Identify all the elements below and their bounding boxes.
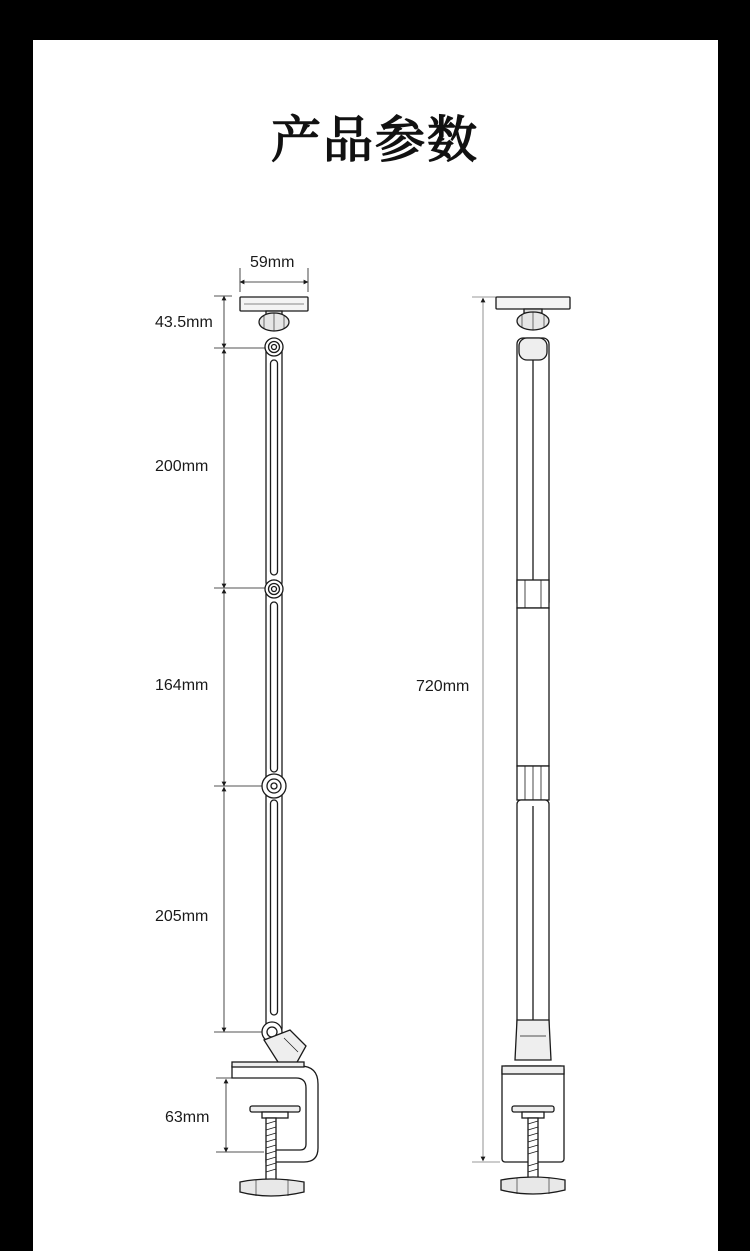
arm-segment-3 xyxy=(266,776,282,1036)
side-mount-plate xyxy=(496,297,570,309)
arm1-dimension xyxy=(214,351,270,588)
front-view xyxy=(214,268,318,1196)
dim-arm3: 205mm xyxy=(155,908,209,925)
page-title: 产品参数 xyxy=(271,111,479,169)
dim-arm1: 200mm xyxy=(155,458,209,475)
side-arm-middle xyxy=(517,608,549,766)
joint-2 xyxy=(265,580,283,598)
joint-1 xyxy=(265,338,283,356)
dim-head-height: 43.5mm xyxy=(155,314,213,331)
total-height-dimension xyxy=(472,297,500,1162)
arm-segment-1 xyxy=(266,340,282,590)
clamp-pad xyxy=(250,1106,300,1112)
clamp-screw xyxy=(266,1118,276,1180)
arm3-dimension xyxy=(214,789,264,1032)
side-clamp-knob xyxy=(501,1177,565,1194)
joint-3 xyxy=(262,774,286,798)
side-clamp-screw xyxy=(528,1118,538,1178)
side-view xyxy=(472,297,570,1194)
top-width-dimension xyxy=(240,268,308,292)
clamp-knob xyxy=(240,1179,304,1196)
dim-clamp: 63mm xyxy=(165,1109,210,1126)
dim-arm2: 164mm xyxy=(155,677,209,694)
side-clamp-pad xyxy=(512,1106,554,1112)
dim-total-height: 720mm xyxy=(416,678,470,695)
side-swivel xyxy=(515,1020,551,1060)
dim-top-width: 59mm xyxy=(250,254,295,271)
clamp-dimension xyxy=(216,1078,264,1152)
arm-segment-2 xyxy=(266,580,282,790)
arm2-dimension xyxy=(214,591,266,786)
